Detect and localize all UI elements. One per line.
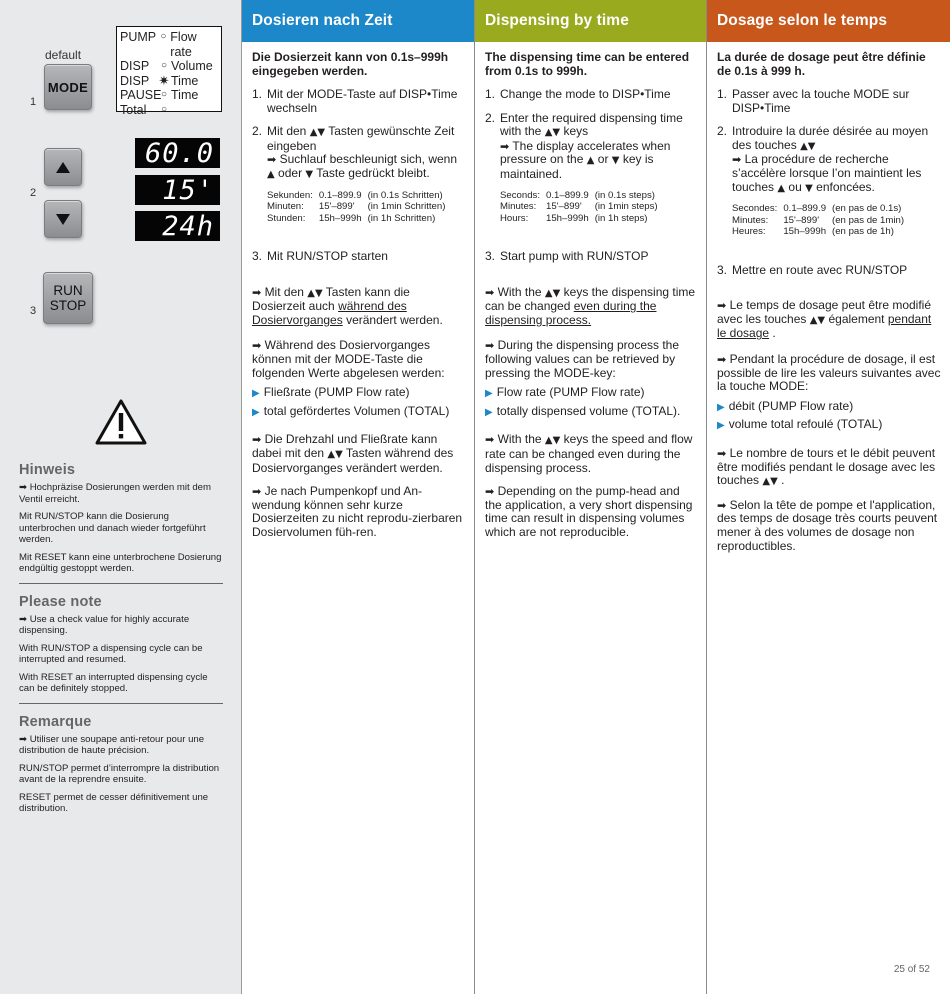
note-de: [19, 462, 223, 575]
note-fr: [19, 714, 223, 815]
table-row: [267, 213, 451, 225]
mode-row: PUMP ○ Flow rate: [120, 30, 197, 59]
text-p1b: keys the dispensing time can be changed: [485, 284, 696, 314]
note-title: Remarque: [19, 713, 92, 730]
text-step2b: keys: [563, 124, 589, 139]
step-number-1: 1: [30, 96, 37, 108]
divider: [19, 703, 223, 704]
paragraph-read-values: [252, 339, 466, 380]
note-line: With RUN/STOP a dispensing cycle can be interrupted and resumed.: [19, 642, 203, 665]
text-b2: totally dispensed volume (TOTAL).: [496, 403, 681, 418]
table-cell: 15h–999h: [318, 212, 362, 224]
step-number-3: 3: [30, 305, 37, 317]
column-header: Dosage selon le temps: [707, 0, 950, 42]
text-step2d: or: [597, 152, 609, 167]
column-body: [242, 42, 474, 540]
display-seconds: 60.0: [135, 138, 220, 168]
column-french: [707, 0, 950, 994]
text-b1: Fließrate (PUMP Flow rate): [263, 385, 410, 400]
text-step1: Change the mode to DISP•Time: [500, 87, 671, 101]
arrow-right-icon: ➡: [252, 485, 262, 499]
text-p1b: Tasten kann die Dosierzeit auch: [252, 284, 410, 314]
up-down-keys-icon: ▲▼: [544, 127, 561, 139]
text-step2e: key is maintained.: [500, 152, 654, 181]
lead-text: The dispensing time can be entered from 0.1s to 999h.: [485, 50, 690, 78]
arrow-right-icon: ➡: [485, 485, 495, 499]
table-cell: (in 1h steps): [594, 212, 648, 224]
table-row: [500, 190, 664, 202]
bullet-item: [717, 418, 942, 433]
column-german: [242, 0, 475, 994]
up-key-icon: ▲: [586, 155, 595, 167]
text-step2a: Introduire la durée désirée au moyen des touches: [732, 124, 929, 152]
text-p2: Pendant la procédure de dosage, il est possible de lire les valeurs suivantes avec la touche MODE:: [717, 352, 941, 394]
bullet-triangle-icon: ▶: [717, 401, 725, 413]
mode-row: Total ○: [120, 102, 168, 117]
step-3: 3. Start pump with RUN/STOP: [485, 249, 649, 264]
text-step2e: enfoncées.: [816, 179, 875, 194]
table-cell: Sekunden:: [267, 189, 313, 201]
paragraph-read-values: [485, 339, 698, 380]
active-star-icon: ✷: [158, 72, 170, 88]
arrow-right-icon: ➡: [252, 285, 262, 299]
run-stop-button[interactable]: [43, 272, 93, 324]
step-1: 1. Mit der MODE-Taste auf DISP•Time wechseln: [252, 88, 466, 115]
text-b2: volume total refoulé (TOTAL): [728, 417, 883, 432]
step-2: 2. Mit den ▲▼ Tasten gewünschte Zeit eingeben ➡ Suchlauf beschleunigt sich, wenn ▲ oder ▼ Taste gedrückt bleibt.: [252, 124, 458, 180]
text-p4: Je nach Pumpenkopf und An-wendung können sehr kurze Dosierzeiten zu nicht reprodu-zierbaren Dosiervolumen füh-ren.: [252, 484, 463, 539]
paragraph-change-time: [252, 286, 466, 328]
up-key-icon: ▲: [777, 182, 786, 194]
down-key-icon: ▼: [305, 168, 314, 180]
text-p1u: während des Dosiervorganges: [252, 299, 407, 327]
paragraph-read-values: [717, 353, 942, 394]
triangle-down-icon: [56, 214, 70, 225]
paragraph-reproducibility: [717, 499, 942, 553]
table-cell: Stunden:: [267, 212, 306, 224]
triangle-up-icon: [56, 162, 70, 173]
text-p3a: Die Drehzahl und Fließrate kann dabei mit den: [252, 432, 438, 460]
note-line: Mit RESET kann eine unterbrochene Dosierung endgültig gestoppt werden.: [19, 551, 222, 574]
table-cell: Minuten:: [267, 201, 304, 213]
table-cell: (en pas de 1h): [832, 226, 894, 238]
note-line: RUN/STOP permet d’interrompre la distribution avant de la reprendre ensuite.: [19, 762, 220, 785]
lead-text: La durée de dosage peut être définie de 0.1s à 999 h.: [717, 50, 926, 78]
arrow-right-icon: ➡: [252, 433, 262, 447]
note-line: RESET permet de cesser définitivement une distribution.: [19, 791, 209, 814]
text-b2: total gefördertes Volumen (TOTAL): [263, 403, 450, 418]
table-cell: 15'–899': [318, 201, 355, 213]
text-b1: débit (PUMP Flow rate): [728, 398, 854, 413]
arrow-right-icon: ➡: [485, 433, 495, 447]
table-cell: 0.1–899.9: [546, 189, 589, 201]
paragraph-change-time: [485, 286, 698, 328]
table-cell: Seconds:: [500, 189, 541, 201]
table-cell: Hours:: [500, 212, 529, 224]
column-english: [475, 0, 707, 994]
table-cell: 0.1–899.9: [783, 203, 827, 215]
table-row: [732, 215, 910, 227]
text-p1u: even during the dispensing process.: [485, 299, 657, 327]
table-cell: Secondes:: [732, 203, 778, 215]
arrow-right-icon: ➡: [500, 139, 510, 153]
down-key-icon: ▼: [805, 182, 813, 194]
table-cell: 15'–899': [783, 214, 820, 226]
table-cell: (in 1h Schritten): [367, 212, 436, 224]
text-step2d: oder: [278, 165, 303, 180]
mode-row: DISP ○ Volume: [120, 59, 213, 73]
text-p1a: Le temps de dosage peut être modifié avec les touches: [717, 298, 932, 326]
note-title: Hinweis: [19, 462, 76, 478]
paragraph-speed: [252, 433, 466, 475]
note-line: With RESET an interrupted dispensing cycle can be definitely stopped.: [19, 671, 208, 694]
bullet-triangle-icon: ▶: [252, 388, 260, 400]
note-title: Please note: [19, 593, 102, 610]
paragraph-speed: [717, 447, 942, 489]
text-p2: Während des Dosiervorganges können mit der MODE-Taste die folgenden Werte abgelesen werden:: [252, 338, 445, 380]
table-cell: 0.1–899.9: [318, 189, 362, 201]
table-cell: Heures:: [732, 226, 766, 238]
text-step2c: La procédure de recherche s’accélère lorsque l’on maintient les touches: [732, 152, 922, 194]
text-p1b: également: [828, 311, 885, 326]
column-header: Dispensing by time: [475, 0, 706, 42]
text-p1a: With the: [497, 284, 542, 299]
table-cell: (en pas de 0.1s): [832, 203, 902, 215]
arrow-right-icon: ➡: [717, 299, 727, 313]
text-step2a: Mit den: [267, 124, 307, 139]
note-en: [19, 594, 223, 695]
text-step3: Start pump with RUN/STOP: [500, 249, 649, 264]
paragraph-reproducibility: [485, 485, 698, 539]
step-2: 2. Introduire la durée désirée au moyen des touches ▲▼ ➡ La procédure de recherche s’accélère lorsque l’on maintient les touches ▲ ou ▼ enfoncées.: [717, 124, 929, 194]
arrow-right-icon: ➡: [717, 498, 727, 512]
text-step1: Passer avec la touche MODE sur DISP•Time: [732, 87, 910, 115]
notes-area: [19, 462, 223, 821]
arrow-right-icon: ➡: [485, 285, 495, 299]
table-row: [267, 190, 451, 202]
text-p4: Selon la tête de pompe et l'application, des temps de dosage très courts peuvent mener à des volumes de dosage non reproductibles.: [717, 497, 938, 553]
divider: [19, 583, 223, 584]
up-down-keys-icon: ▲▼: [800, 140, 816, 152]
paragraph-reproducibility: [252, 485, 466, 539]
column-body: [707, 42, 950, 553]
bullet-item: [252, 405, 466, 420]
time-range-table: [267, 190, 451, 225]
text-step3: Mettre en route avec RUN/STOP: [732, 262, 908, 277]
bullet-item: [485, 386, 698, 401]
paragraph-change-time: [717, 299, 942, 341]
paragraph-speed: [485, 433, 698, 475]
up-down-keys-icon: ▲▼: [809, 314, 826, 326]
step-1: 1. Passer avec la touche MODE sur DISP•Time: [717, 88, 942, 115]
mode-list-box: [116, 26, 222, 117]
up-down-keys-icon: ▲▼: [544, 435, 561, 447]
display-hours: 24h: [135, 211, 220, 241]
note-line: ➡ Utiliser une soupape anti-retour pour une distribution de haute précision.: [19, 733, 205, 756]
table-cell: 15'–899': [546, 201, 582, 213]
bullet-triangle-icon: ▶: [485, 406, 493, 418]
stop-label: STOP: [49, 298, 87, 313]
step-2: 2. Enter the required dispensing time with the ▲▼ keys ➡ The display accelerates when pressure on the ▲ or ▼ key is maintained.: [485, 110, 683, 181]
arrow-right-icon: ➡: [717, 353, 727, 367]
table-cell: 15h–999h: [546, 212, 589, 224]
default-label: default: [45, 48, 82, 62]
table-row: [500, 213, 664, 225]
bullet-triangle-icon: ▶: [252, 406, 260, 418]
text-p4: Depending on the pump-head and the application, a very short dispensing time can result in dispensing volumes which are not reproducible.: [485, 484, 693, 539]
step-number-2: 2: [30, 187, 37, 199]
bullet-triangle-icon: ▶: [717, 420, 725, 432]
down-button[interactable]: [44, 200, 82, 238]
text-p2: During the dispensing process the following values can be retrieved by pressing the MODE-key:: [485, 338, 680, 380]
table-cell: (in 0.1s steps): [594, 189, 655, 201]
arrow-right-icon: ➡: [485, 339, 495, 353]
column-body: [475, 42, 706, 540]
text-step2d: ou: [788, 179, 802, 194]
text-b1: Flow rate (PUMP Flow rate): [496, 385, 645, 400]
step-3: 3. Mettre en route avec RUN/STOP: [717, 262, 908, 277]
table-row: [732, 226, 910, 238]
table-cell: Minutes:: [732, 214, 769, 226]
table-cell: (in 0.1s Schritten): [367, 189, 443, 201]
text-p1c: verändert werden.: [346, 312, 443, 327]
lead-text: Die Dosierzeit kann von 0.1s–999h eingegeben werden.: [252, 50, 449, 78]
step-1: 1. Change the mode to DISP•Time: [485, 87, 671, 101]
up-key-icon: ▲: [267, 168, 275, 180]
page-number: 25 of 52: [893, 964, 930, 975]
text-step2b: Tasten gewünschte Zeit eingeben: [267, 124, 455, 153]
text-p3b: .: [781, 473, 785, 488]
table-cell: Minutes:: [500, 201, 537, 213]
warning-icon: [94, 398, 148, 446]
text-p1u: pendant le dosage: [717, 311, 932, 341]
arrow-right-icon: ➡: [717, 447, 727, 460]
text-step2e: Taste gedrückt bleibt.: [316, 165, 430, 180]
step-3: 3. Mit RUN/STOP starten: [252, 249, 388, 264]
bullet-item: [485, 405, 698, 420]
table-cell: (in 1min Schritten): [367, 201, 446, 213]
text-step2c: Suchlauf beschleunigt sich, wenn: [279, 152, 458, 167]
display-minutes: 15': [135, 175, 220, 205]
table-row: [500, 201, 664, 213]
down-key-icon: ▼: [611, 155, 620, 167]
table-row: [267, 201, 451, 213]
mode-row-active: DISP ✷ Time: [120, 72, 199, 88]
note-line: ➡ Use a check value for highly accurate dispensing.: [19, 613, 190, 636]
arrow-right-icon: ➡: [267, 153, 277, 167]
up-button[interactable]: [44, 148, 82, 186]
text-p3a: Le nombre de tours et le débit peuvent être modifiés pendant le dosage avec les touches: [717, 446, 936, 488]
table-cell: (en pas de 1min): [832, 214, 905, 226]
bullet-item: [252, 386, 466, 401]
time-range-table: [500, 190, 664, 225]
text-p3b: keys the speed and flow rate can be changed even during the dispensing process.: [485, 432, 693, 475]
text-p3a: With the: [497, 432, 542, 447]
bullet-item: [717, 400, 942, 415]
bullet-triangle-icon: ▶: [485, 388, 493, 400]
text-step2a: Enter the required dispensing time with the: [500, 110, 683, 139]
up-down-keys-icon: ▲▼: [762, 476, 778, 488]
text-p3b: Tasten während des Dosiervorganges verändert werden.: [252, 446, 454, 475]
arrow-right-icon: ➡: [732, 153, 742, 167]
table-cell: (in 1min steps): [594, 201, 658, 213]
sidebar: [0, 0, 242, 994]
text-step3: Mit RUN/STOP starten: [267, 249, 388, 264]
text-p1c: .: [772, 326, 776, 341]
mode-row: PAUSE ○ Time: [120, 88, 199, 102]
table-cell: 15h–999h: [783, 226, 827, 238]
up-down-keys-icon: ▲▼: [327, 449, 343, 460]
time-range-table: [732, 203, 910, 238]
text-p1a: Mit den: [264, 284, 304, 299]
note-line: ➡ Hochpräzise Dosierungen werden mit dem Ventil erreicht.: [19, 482, 212, 505]
run-label: RUN: [53, 283, 83, 298]
arrow-right-icon: ➡: [252, 339, 262, 353]
up-down-keys-icon: ▲▼: [309, 127, 326, 139]
note-line: Mit RUN/STOP kann die Dosierung unterbrochen und danach wieder fortgeführt werden.: [19, 511, 206, 545]
up-down-keys-icon: ▲▼: [307, 287, 323, 299]
text-step2c: The display accelerates when pressure on the: [500, 138, 671, 167]
column-header: Dosieren nach Zeit: [242, 0, 474, 42]
mode-button-label: MODE: [47, 79, 89, 95]
table-row: [732, 203, 910, 215]
mode-button[interactable]: [44, 64, 92, 110]
up-down-keys-icon: ▲▼: [544, 287, 561, 299]
text-step1: Mit der MODE-Taste auf DISP•Time wechseln: [267, 87, 458, 115]
